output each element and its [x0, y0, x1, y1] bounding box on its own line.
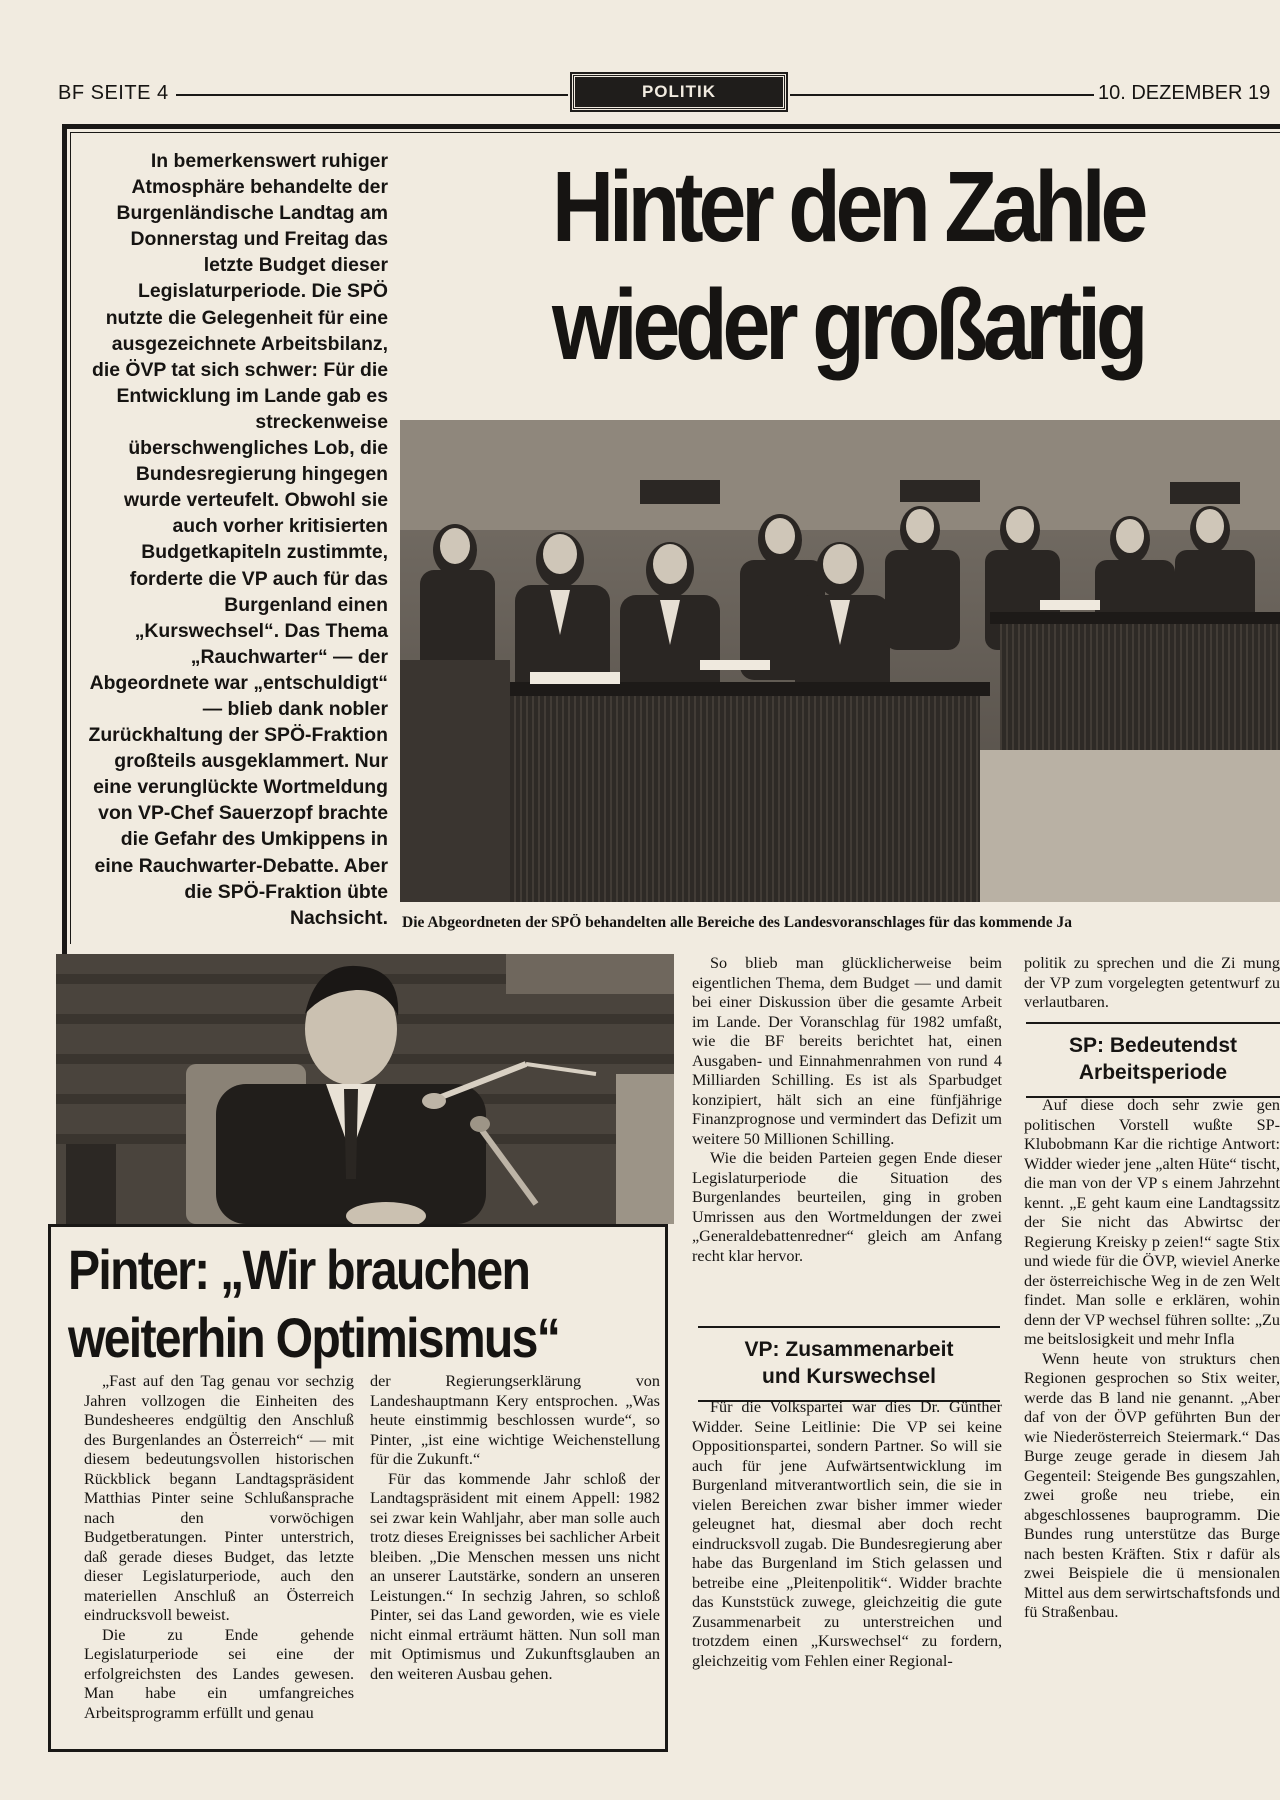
- subheading-line-2: Arbeitsperiode: [1078, 1061, 1228, 1084]
- paragraph: der Regierungserklärung von Landeshauptmann Kery entsprochen. „Was heute einstimmig beschlossen wurde“, so Pinter, „ist eine wichtige Weichenstellung für die Zukunft.“: [370, 1372, 660, 1468]
- paragraph: Die zu Ende gehende Legislaturperiode sei eine der erfolgreichsten des Landes gewesen. Man habe ein umfangreiches Arbeitsprogramm erfüllt und genau: [84, 1625, 354, 1722]
- pinter-column-1: [84, 1372, 354, 1723]
- subheading-line-1: VP: Zusammenarbeit: [744, 1338, 954, 1361]
- paragraph: Auf diese doch sehr zwie gen politischen Vorstell wußte SP-Klubobmann Kar die richtige Antwort: Widder wieder jene „alten Hüte“ tischt, die man von der VP s einem Jahrzehnt kennt. „E geht kaum eine Landtagssitz der Sie nicht das Abwirtsc der Regierung Kreisky p zeien!“ sagte Stix und wiede für die ÖVP, wieviel Anerke der österreichische Weg in de zen Welt findet. Man solle e erklären, wohin denn der VP wechsel führen sollte: „Zu me beitslosigkeit und mehr Infla: [1024, 1096, 1280, 1348]
- parliament-photo: [400, 420, 1280, 902]
- paragraph: Für das kommende Jahr schloß der Landtagspräsident mit einem Appell: 1982 sei zwar kein Wahljahr, aber man solle auch trotz dieses Ereignisses bei sachlicher Arbeit bleiben. „Die Menschen messen uns nicht an unserer Lautstärke, sondern an unseren Leistungen.“ In sechzig Jahren, so schloß Pinter, sei das Land geworden, wie es viele nicht einmal erträumt hätten. Nun soll man mit Optimismus und Zukunftsglauben an den weiteren Ausbau gehen.: [370, 1469, 660, 1683]
- budget-column-top: [692, 954, 1002, 1266]
- vp-subheading: [698, 1326, 1000, 1402]
- pinter-headline-line-1: Pinter: „Wir brauchen: [68, 1238, 530, 1301]
- section-label: POLITIK: [572, 74, 786, 110]
- issue-date: 10. DEZEMBER 19: [1098, 82, 1271, 104]
- paragraph: „Fast auf den Tag genau vor sechzig Jahren vollzogen die Einheiten des Bundesheeres endgültig den Anschluß des Burgenlandes an Österreich“ — mit diesem bedeutungsvollen historischen Rückblick begann Landtagspräsident Matthias Pinter seine Schlußansprache nach den vorwöchigen Budgetberatungen. Pinter unterstrich, daß gerade dieses Budget, das letzte dieser Legislaturperiode, auch den materiellen Anschluß an Österreich eindrucksvoll beweist.: [84, 1372, 354, 1624]
- lead-paragraph: In bemerkenswert ruhiger Atmosphäre behandelte der Burgenländische Landtag am Donnerstag und Freitag das letzte Budget dieser Legislaturperiode. Die SPÖ nutzte die Gelegenheit für eine ausgezeichnete Arbeitsbilanz, die ÖVP tat sich schwer: Für die Entwicklung im Lande gab es streckenweise überschwengliches Lob, die Bundesregierung hingegen wurde verteufelt. Obwohl sie auch vorher kritisierten Budgetkapiteln zustimmte, forderte die VP auch für das Burgenland einen „Kurswechsel“. Das Thema „Rauchwarter“ — der Abgeordnete war „entschuldigt“ — blieb dank nobler Zurückhaltung der SPÖ-Fraktion großteils ausgeklammert. Nur eine verunglückte Wortmeldung von VP-Chef Sauerzopf brachte die Gefahr des Umkippens in eine Rauchwarter-Debatte. Aber die SPÖ-Fraktion übte Nachsicht.: [88, 150, 388, 929]
- right-column-top: [1024, 954, 1280, 1013]
- page-label: BF SEITE 4: [58, 82, 169, 104]
- paragraph: Wenn heute von strukturs chen Regionen gesprochen so Stix weiter, werde das B land nie genannt. „Aber daf von der ÖVP geführten Bun der wie Niederösterreich Steiermark.“ Das Burge zeuge gerade in diesem Jah Gegenteil: Steigende Bes gungszahlen, zwei große neu triebe, ein abgeschlossenes bauprogramm. Die Bundes rung unterstütze das Burge nach besten Kräften. Stix r dafür als zwei Beispiele die ü mensionalen Mittel aus dem serwirtschaftsfonds und fü Straßenbau.: [1024, 1349, 1280, 1621]
- main-headline: [552, 148, 1188, 384]
- paragraph: Für die Volkspartei war dies Dr. Günther Widder. Seine Leitlinie: Die VP sei keine Oppositionspartei, sondern Partner. So will sie auch für jene Aufwärtsentwicklung im Burgenland mitverantwortlich sein, die sie in vielen Bereichen zwar bisher immer wieder geleugnet hat, diesmal aber doch recht eindrucksvoll zugab. Die Bundesregierung aber habe das Burgenland im Stich gelassen und betreibe eine „Pleitenpolitik“. Widder brachte das Kunststück zuwege, gleichzeitig die gute Zusammenarbeit zu unterstreichen und trotzdem einen „Kurswechsel“ zu fordern, gleichzeitig vom Fehlen einer Regional-: [692, 1398, 1002, 1670]
- photo-caption: Die Abgeordneten der SPÖ behandelten alle Bereiche des Landesvoranschlages für das kommende Ja: [402, 914, 1072, 931]
- headline-line-2: wieder großartig: [552, 269, 1144, 381]
- vp-column: [692, 1398, 1002, 1671]
- subheading-line-2: und Kurswechsel: [762, 1365, 936, 1388]
- pinter-column-2: [370, 1372, 660, 1684]
- pinter-headline-line-2: weiterhin Optimismus“: [68, 1306, 560, 1369]
- header-rule-left: [176, 94, 568, 96]
- pinter-headline: [68, 1236, 618, 1372]
- sp-subheading: [1026, 1022, 1280, 1098]
- pinter-photo: [56, 954, 674, 1224]
- paragraph: Wie die beiden Parteien gegen Ende dieser Legislaturperiode die Situation des Burgenlandes beurteilen, ging in groben Umrissen aus den Wortmeldungen der zwei „Generaldebattenredner“ gleich am Anfang recht klar hervor.: [692, 1149, 1002, 1265]
- paragraph: politik zu sprechen und die Zi mung der VP zum vorgelegten getentwurf zu verlautbaren.: [1024, 954, 1280, 1011]
- paragraph: So blieb man glücklicherweise beim eigentlichen Thema, dem Budget — und damit bei einer Diskussion über die gesamte Arbeit im Lande. Der Voranschlag für 1982 umfaßt, wie die BF bereits berichtet hat, einen Ausgaben- und Einnahmenrahmen von rund 4 Milliarden Schilling. Es ist als Sparbudget konzipiert, hält sich an eine fünfjährige Finanzprognose und vermindert das Defizit um weitere 50 Millionen Schilling.: [692, 954, 1002, 1148]
- header-rule-right: [790, 94, 1094, 96]
- headline-line-1: Hinter den Zahle: [552, 151, 1144, 263]
- sp-column: [1024, 1096, 1280, 1623]
- subheading-line-1: SP: Bedeutendst: [1068, 1034, 1238, 1057]
